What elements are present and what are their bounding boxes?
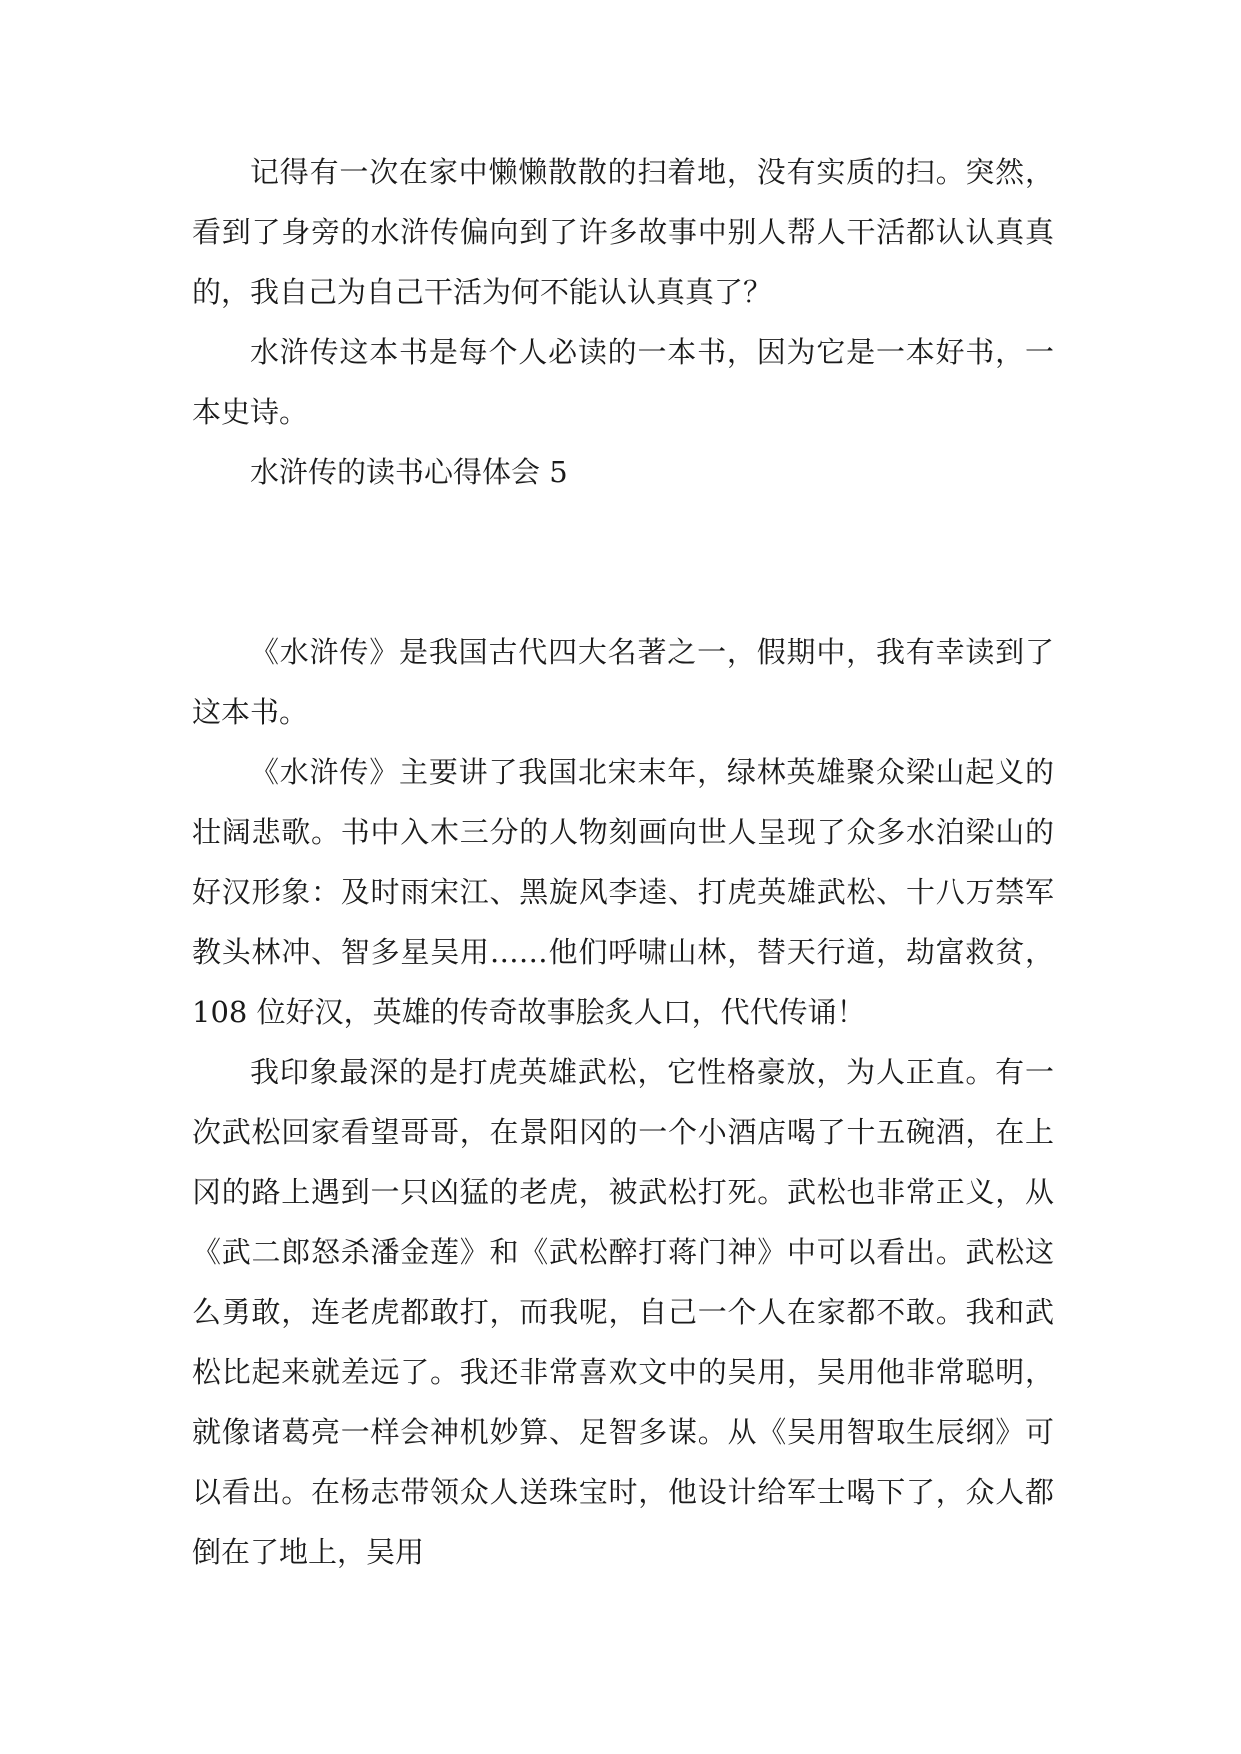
section-heading: 水浒传的读书心得体会 5 (250, 455, 568, 489)
document-body (192, 142, 1054, 1582)
paragraph: 《水浒传》是我国古代四大名著之一，假期中，我有幸读到了这本书。 (192, 635, 1054, 729)
paragraph: 水浒传这本书是每个人必读的一本书，因为它是一本好书，一本史诗。 (192, 335, 1054, 429)
blank-space (192, 502, 1054, 622)
paragraph: 我印象最深的是打虎英雄武松，它性格豪放，为人正直。有一次武松回家看望哥哥，在景阳冈的一个小酒店喝了十五碗酒，在上冈的路上遇到一只凶猛的老虎，被武松打死。武松也非常正义，从《武二郎怒杀潘金莲》和《武松醉打蒋门神》中可以看出。武松这么勇敢，连老虎都敢打，而我呢，自己一个人在家都不敢。我和武松比起来就差远了。我还非常喜欢文中的吴用，吴用他非常聪明，就像诸葛亮一样会神机妙算、足智多谋。从《吴用智取生辰纲》可以看出。在杨志带领众人送珠宝时，他设计给军士喝下了，众人都倒在了地上，吴用 (192, 1055, 1054, 1569)
paragraph: 记得有一次在家中懒懒散散的扫着地，没有实质的扫。突然，看到了身旁的水浒传偏向到了许多故事中别人帮人干活都认认真真的，我自己为自己干活为何不能认认真真了？ (192, 155, 1054, 309)
paragraph: 《水浒传》主要讲了我国北宋末年，绿林英雄聚众梁山起义的壮阔悲歌。书中入木三分的人物刻画向世人呈现了众多水泊梁山的好汉形象：及时雨宋江、黑旋风李逵、打虎英雄武松、十八万禁军教头林冲、智多星吴用……他们呼啸山林，替天行道，劫富救贫，108 位好汉，英雄的传奇故事脍炙人口，代代传诵！ (192, 755, 1054, 1029)
